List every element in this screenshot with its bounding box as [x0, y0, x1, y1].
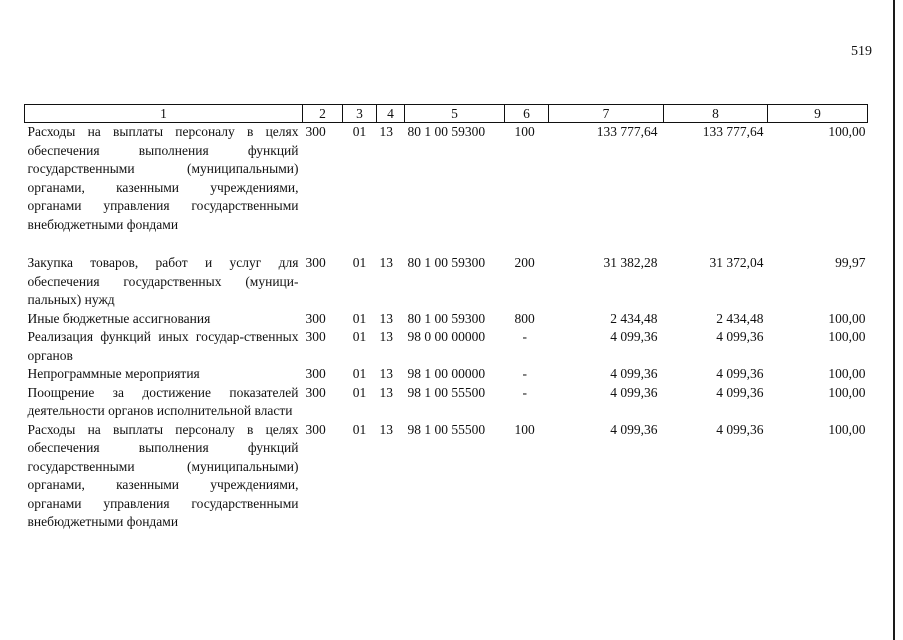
row-code-3: 01: [352, 124, 367, 139]
table-row: [25, 254, 868, 310]
row-spacer: [25, 234, 868, 254]
row-value-8: 4 099,36: [716, 421, 764, 437]
row-value-9: 100,00: [828, 384, 866, 400]
row-value-8: 133 777,64: [702, 124, 764, 139]
column-header-8: 8: [664, 105, 768, 123]
row-code-3: 01: [352, 329, 367, 344]
row-code-3: 01: [352, 255, 367, 270]
row-code-2: 300: [305, 366, 326, 381]
table-row: [25, 421, 868, 532]
row-code-4: 13: [379, 310, 393, 326]
row-value-7: 133 777,64: [596, 124, 658, 139]
row-code-6: -: [522, 384, 527, 400]
row-code-3: 01: [352, 310, 367, 326]
row-value-8: 2 434,48: [716, 310, 764, 326]
row-code-6: 100: [514, 124, 535, 139]
row-code-5: 80 1 00 59300: [407, 310, 486, 326]
row-value-7: 2 434,48: [610, 310, 658, 326]
row-code-4: 13: [379, 366, 393, 381]
row-name: Закупка товаров, работ и услуг для обеспечения государственных (муници-пальных) нужд: [27, 255, 299, 307]
row-value-9: 100,00: [828, 124, 866, 139]
row-name: Непрограммные мероприятия: [27, 366, 200, 381]
row-code-4: 13: [379, 384, 393, 400]
table-row: [25, 365, 868, 384]
row-value-9: 100,00: [828, 421, 866, 437]
row-value-9: 100,00: [828, 310, 866, 326]
row-value-9: 100,00: [828, 366, 866, 381]
column-header-4: 4: [377, 105, 405, 123]
row-code-2: 300: [305, 124, 326, 139]
table-header-row: [25, 105, 868, 123]
row-code-4: 13: [379, 421, 393, 437]
row-name: Поощрение за достижение показателей деятельности органов исполнительной власти: [27, 384, 299, 418]
row-code-2: 300: [305, 255, 326, 270]
row-code-4: 13: [379, 124, 393, 139]
row-code-6: 800: [514, 310, 535, 326]
row-code-3: 01: [352, 366, 367, 381]
row-code-5: 98 1 00 00000: [407, 366, 486, 381]
row-value-8: 4 099,36: [716, 329, 764, 344]
row-name: Иные бюджетные ассигнования: [27, 310, 211, 326]
budget-table: [24, 104, 868, 532]
row-code-5: 98 1 00 55500: [407, 421, 486, 437]
row-code-5: 80 1 00 59300: [407, 124, 486, 139]
row-value-7: 31 382,28: [603, 255, 658, 270]
row-value-9: 99,97: [835, 255, 866, 270]
column-header-2: 2: [303, 105, 343, 123]
column-header-3: 3: [343, 105, 377, 123]
row-code-2: 300: [305, 310, 326, 326]
page-number: 519: [851, 44, 872, 59]
table-row: [25, 123, 868, 235]
row-name: Расходы на выплаты персоналу в целях обеспечения выполнения функций государственными (муниципальными) органами, казенными учреждениями, органами управления государственными внебюджетными фондами: [27, 421, 299, 529]
row-code-4: 13: [379, 255, 393, 270]
row-name: Реализация функций иных государ-ственных органов: [27, 329, 299, 363]
row-value-7: 4 099,36: [610, 421, 658, 437]
row-code-2: 300: [305, 384, 326, 400]
row-value-7: 4 099,36: [610, 384, 658, 400]
row-code-5: 98 0 00 00000: [407, 329, 486, 344]
row-code-5: 80 1 00 59300: [407, 255, 486, 270]
row-value-7: 4 099,36: [610, 329, 658, 344]
row-code-2: 300: [305, 329, 326, 344]
row-name: Расходы на выплаты персоналу в целях обеспечения выполнения функций государственными (муниципальными) органами, казенными учреждениями, органами управления государственными внебюджетными фондами: [27, 124, 299, 232]
row-value-8: 4 099,36: [716, 384, 764, 400]
table-row: [25, 384, 868, 421]
row-value-8: 31 372,04: [709, 255, 764, 270]
row-code-3: 01: [352, 384, 367, 400]
row-code-5: 98 1 00 55500: [407, 384, 486, 400]
row-code-4: 13: [379, 329, 393, 344]
row-code-3: 01: [352, 421, 367, 437]
row-code-6: -: [522, 329, 527, 344]
row-value-7: 4 099,36: [610, 366, 658, 381]
row-value-9: 100,00: [828, 329, 866, 344]
row-code-6: 100: [514, 421, 535, 437]
page-edge-line: [893, 0, 895, 640]
row-code-6: -: [522, 366, 527, 381]
column-header-5: 5: [405, 105, 505, 123]
row-value-8: 4 099,36: [716, 366, 764, 381]
column-header-9: 9: [768, 105, 868, 123]
table-row: [25, 328, 868, 365]
table-row: [25, 310, 868, 329]
column-header-6: 6: [505, 105, 549, 123]
row-code-2: 300: [305, 421, 326, 437]
column-header-7: 7: [549, 105, 664, 123]
row-code-6: 200: [514, 255, 535, 270]
column-header-1: 1: [25, 105, 303, 123]
